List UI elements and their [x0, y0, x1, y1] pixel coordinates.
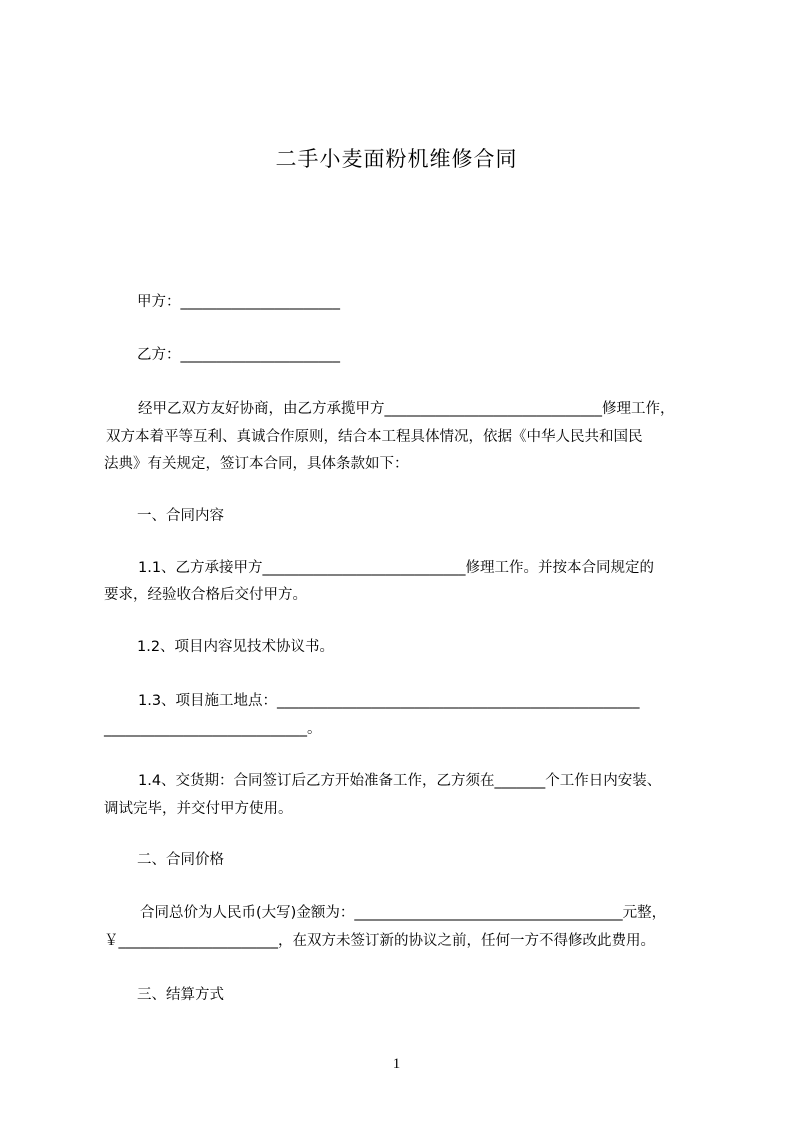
- intro-line-2: 双方本着平等互利、真诚合作原则，结合本工程具体情况，依据《中华人民共和国民: [106, 429, 643, 445]
- section-3-heading: 三、结算方式: [137, 987, 224, 1003]
- clause-1-2: 1.2、项目内容见技术协议书。: [137, 639, 335, 655]
- document-title: 二手小麦面粉机维修合同: [275, 147, 518, 171]
- section-2-heading: 二、合同价格: [137, 852, 224, 868]
- price-line-1: 合同总价为人民币(大写)金额为：_____________________________________元整，: [140, 905, 667, 921]
- intro-line-3: 法典》有关规定，签订本合同，具体条款如下：: [104, 456, 409, 472]
- party-a-line: 甲方：______________________: [137, 294, 340, 310]
- clause-1-1-line-2: 要求，经验收合格后交付甲方。: [104, 587, 307, 603]
- party-b-line: 乙方：______________________: [137, 347, 340, 363]
- clause-1-3-line-2: ____________________________。: [104, 721, 322, 737]
- clause-1-4-line-2: 调试完毕，并交付甲方使用。: [104, 801, 293, 817]
- page-number: 1: [392, 1056, 401, 1072]
- price-line-2: ￥______________________，在双方未签订新的协议之前，任何一方不得修改此费用。: [104, 933, 655, 949]
- clause-1-3-line-1: 1.3、项目施工地点：__________________________________________________: [138, 693, 640, 709]
- section-1-heading: 一、合同内容: [137, 508, 224, 524]
- clause-1-4-line-1: 1.4、交货期：合同签订后乙方开始准备工作，乙方须在_______个工作日内安装、: [138, 773, 662, 789]
- clause-1-1-line-1: 1.1、乙方承接甲方____________________________修理工作。并按本合同规定的: [138, 560, 655, 576]
- intro-line-1: 经甲乙双方友好协商，由乙方承揽甲方______________________________修理工作，: [138, 401, 675, 417]
